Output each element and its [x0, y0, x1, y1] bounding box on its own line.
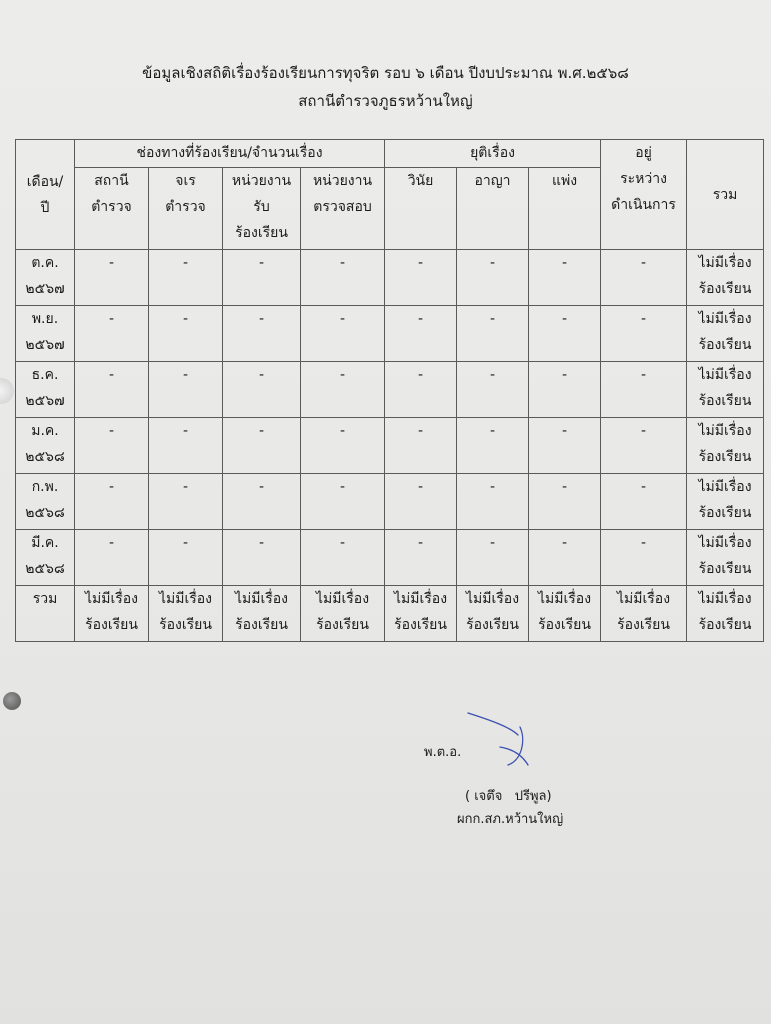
total-cell: ไม่มีเรื่อง ร้องเรียน [149, 586, 223, 642]
data-cell: - [149, 250, 223, 306]
data-cell: - [301, 362, 385, 418]
data-cell: - [223, 530, 301, 586]
data-cell: - [149, 530, 223, 586]
data-cell: - [385, 474, 457, 530]
header-resolved-discipline: วินัย [385, 168, 457, 250]
total-cell: ไม่มีเรื่อง ร้องเรียน [457, 586, 529, 642]
data-cell: - [457, 362, 529, 418]
table-row [16, 418, 764, 474]
month-cell: ม.ค. ๒๕๖๘ [16, 418, 75, 474]
data-cell: - [529, 530, 601, 586]
header-total: รวม [687, 140, 764, 250]
signatory-name: ( เจตึจ ปรีพูล) [465, 789, 552, 804]
total-row-label: รวม [16, 586, 75, 642]
data-cell: - [149, 362, 223, 418]
data-cell: - [301, 250, 385, 306]
signatory-rank: พ.ต.อ. [424, 745, 462, 760]
data-cell: - [529, 306, 601, 362]
data-cell: - [385, 306, 457, 362]
document-title: ข้อมูลเชิงสถิติเรื่องร้องเรียนการทุจริต รอบ ๖ เดือน ปีงบประมาณ พ.ศ.๒๕๖๘ [142, 64, 629, 82]
data-cell: - [223, 474, 301, 530]
data-cell: - [385, 362, 457, 418]
month-cell: ต.ค. ๒๕๖๗ [16, 250, 75, 306]
data-cell: - [75, 362, 149, 418]
data-cell: - [149, 306, 223, 362]
data-cell: - [149, 474, 223, 530]
row-total-cell: ไม่มีเรื่อง ร้องเรียน [687, 474, 764, 530]
data-cell: - [385, 530, 457, 586]
row-total-cell: ไม่มีเรื่อง ร้องเรียน [687, 306, 764, 362]
data-cell: - [601, 474, 687, 530]
data-cell: - [601, 362, 687, 418]
data-cell: - [75, 530, 149, 586]
month-cell: พ.ย. ๒๕๖๗ [16, 306, 75, 362]
data-cell: - [457, 474, 529, 530]
data-cell: - [223, 362, 301, 418]
row-total-cell: ไม่มีเรื่อง ร้องเรียน [687, 530, 764, 586]
table-row [16, 250, 764, 306]
total-cell: ไม่มีเรื่อง ร้องเรียน [601, 586, 687, 642]
data-cell: - [457, 250, 529, 306]
header-channel-complaint-unit: หน่วยงาน รับ ร้องเรียน [223, 168, 301, 250]
data-cell: - [529, 362, 601, 418]
header-channel-police-station: สถานี ตำรวจ [75, 168, 149, 250]
data-cell: - [457, 418, 529, 474]
row-total-cell: ไม่มีเรื่อง ร้องเรียน [687, 250, 764, 306]
total-cell: ไม่มีเรื่อง ร้องเรียน [223, 586, 301, 642]
data-cell: - [529, 250, 601, 306]
header-resolved: ยุติเรื่อง [385, 140, 601, 168]
data-cell: - [601, 250, 687, 306]
data-cell: - [223, 250, 301, 306]
data-cell: - [75, 418, 149, 474]
header-resolved-civil: แพ่ง [529, 168, 601, 250]
row-total-cell: ไม่มีเรื่อง ร้องเรียน [687, 418, 764, 474]
data-cell: - [601, 530, 687, 586]
total-cell: ไม่มีเรื่อง ร้องเรียน [385, 586, 457, 642]
header-resolved-criminal: อาญา [457, 168, 529, 250]
table-row [16, 530, 764, 586]
data-cell: - [75, 250, 149, 306]
complaint-statistics-table [15, 139, 764, 642]
data-cell: - [149, 418, 223, 474]
header-complaint-channels: ช่องทางที่ร้องเรียน/จำนวนเรื่อง [75, 140, 385, 168]
station-name: สถานีตำรวจภูธรหว้านใหญ่ [298, 92, 473, 110]
data-cell: - [385, 418, 457, 474]
total-cell: ไม่มีเรื่อง ร้องเรียน [75, 586, 149, 642]
total-cell: ไม่มีเรื่อง ร้องเรียน [301, 586, 385, 642]
handwritten-signature [400, 705, 600, 775]
data-cell: - [301, 530, 385, 586]
data-cell: - [301, 306, 385, 362]
row-total-cell: ไม่มีเรื่อง ร้องเรียน [687, 362, 764, 418]
header-month-year: เดือน/ ปี [16, 140, 75, 250]
punch-hole [3, 692, 21, 710]
data-cell: - [385, 250, 457, 306]
total-cell: ไม่มีเรื่อง ร้องเรียน [687, 586, 764, 642]
table-row [16, 474, 764, 530]
total-cell: ไม่มีเรื่อง ร้องเรียน [529, 586, 601, 642]
data-cell: - [529, 418, 601, 474]
month-cell: ธ.ค. ๒๕๖๗ [16, 362, 75, 418]
data-cell: - [601, 418, 687, 474]
data-cell: - [457, 306, 529, 362]
month-cell: มี.ค. ๒๕๖๘ [16, 530, 75, 586]
data-cell: - [75, 306, 149, 362]
data-cell: - [223, 418, 301, 474]
data-cell: - [601, 306, 687, 362]
header-channel-police-inspector: จเร ตำรวจ [149, 168, 223, 250]
data-cell: - [457, 530, 529, 586]
signatory-position: ผกก.สภ.หว้านใหญ่ [457, 812, 564, 827]
data-cell: - [301, 474, 385, 530]
total-row [16, 586, 764, 642]
header-in-progress: อยู่ ระหว่าง ดำเนินการ [601, 140, 687, 250]
header-channel-audit-unit: หน่วยงาน ตรวจสอบ [301, 168, 385, 250]
data-cell: - [301, 418, 385, 474]
table-row [16, 306, 764, 362]
punch-hole [0, 378, 14, 404]
data-cell: - [75, 474, 149, 530]
table-row [16, 362, 764, 418]
data-cell: - [223, 306, 301, 362]
month-cell: ก.พ. ๒๕๖๘ [16, 474, 75, 530]
data-cell: - [529, 474, 601, 530]
